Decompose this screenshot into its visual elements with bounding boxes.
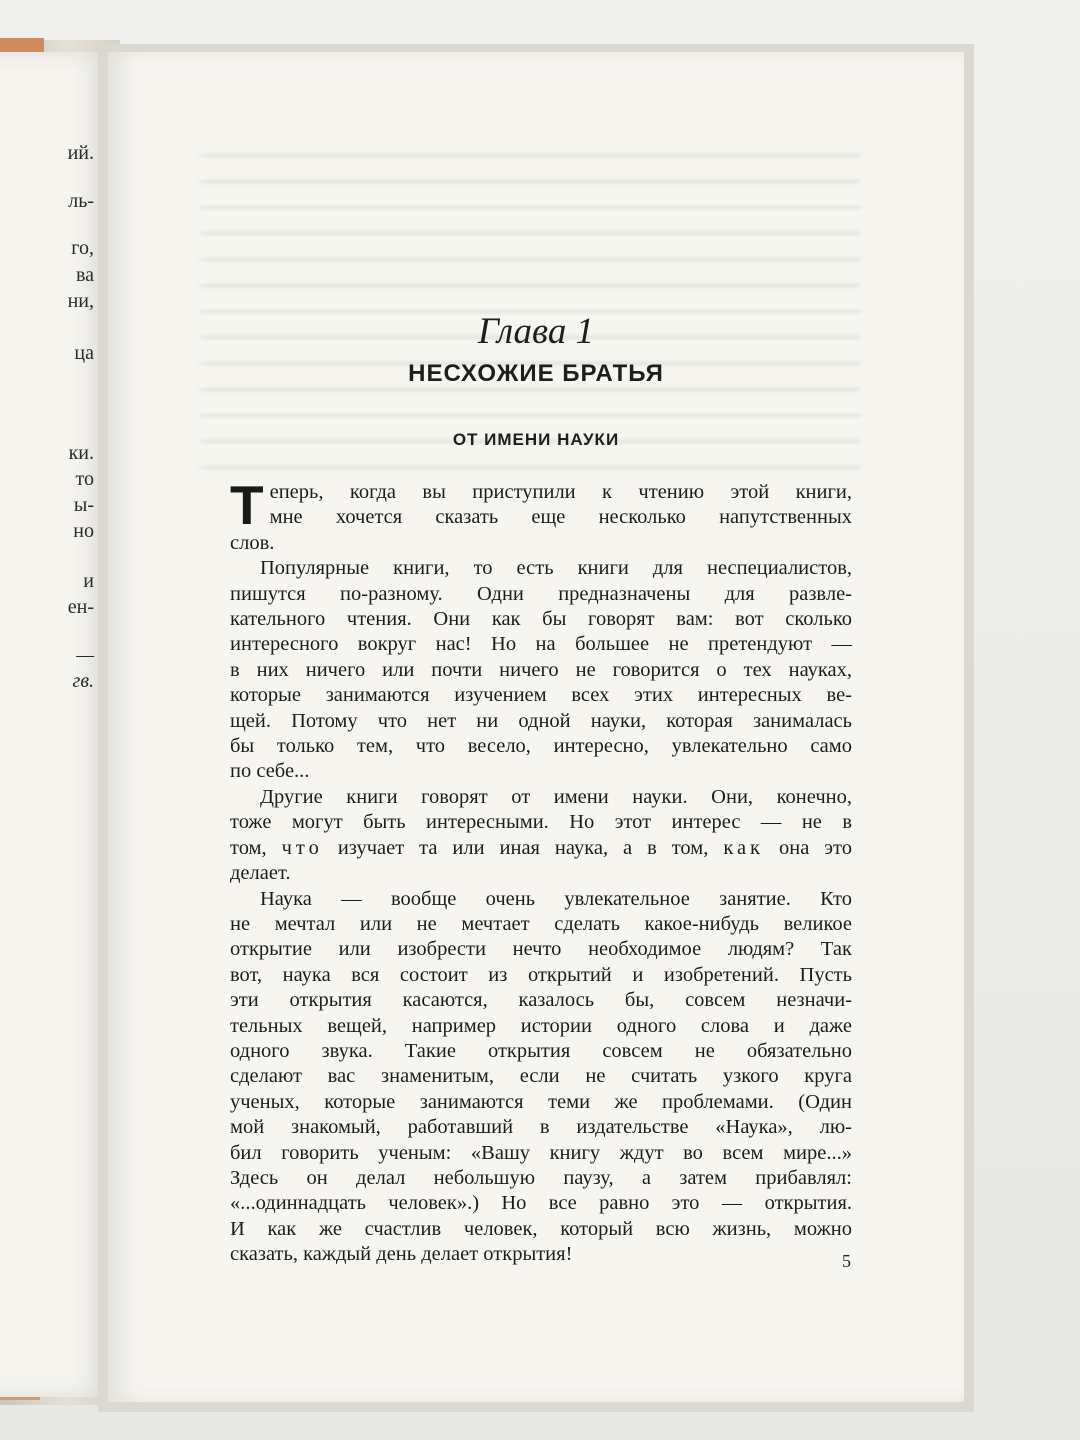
drop-cap: Т (230, 474, 264, 536)
left-page-fragment: ки. (68, 442, 94, 464)
left-page-fragment: ль- (68, 190, 94, 212)
text-line: одного звука. Такие открытия совсем не обязательно (230, 1039, 852, 1062)
text-line: делает. (230, 862, 291, 885)
left-page (0, 52, 108, 1397)
text-run: том, (230, 836, 267, 859)
left-page-fragment: но (73, 520, 94, 542)
left-page-fragment: — (76, 644, 94, 666)
text-line: Здесь он делал небольшую паузу, а затем прибавлял: (230, 1166, 852, 1189)
emphasis-what: что (281, 836, 323, 859)
text-line: мой знакомый, работавший в издательстве «Наука», лю- (230, 1116, 852, 1139)
book-spine-top (0, 38, 44, 52)
text-run: она это (778, 836, 852, 859)
left-page-fragment: то (75, 468, 94, 490)
text-line: по себе... (230, 760, 310, 783)
text-line: пишутся по-разному. Одни предназначены для развле- (230, 582, 852, 605)
text-line: слов. (230, 531, 275, 554)
left-page-fragment: гв. (72, 670, 94, 692)
left-page-fragment: ен- (67, 596, 94, 618)
text-line: не мечтал или не мечтает сделать какое-нибудь великое (230, 912, 852, 935)
body-text (230, 474, 852, 1268)
text-line: ученых, которые занимаются теми же проблемами. (Один (230, 1090, 852, 1113)
text-line: Другие книги говорят от имени науки. Они, конечно, (260, 785, 852, 808)
page-number: 5 (842, 1251, 851, 1271)
text-line (230, 836, 852, 861)
paragraph-1 (230, 474, 852, 556)
chapter-label: Глава 1 (477, 311, 595, 352)
text-line: тоже могут быть интересными. Но этот интерес — не в (230, 811, 852, 834)
text-line: которые занимаются изучением всех этих интересных ве- (230, 684, 852, 707)
text-line: бы только тем, что весело, интересно, увлекательно само (230, 735, 852, 758)
left-page-fragment: ни, (67, 290, 94, 312)
paragraph-3 (230, 785, 852, 887)
text-line: кательного чтения. Они как бы говорят вам: вот сколько (230, 608, 852, 631)
left-page-fragment: ца (74, 342, 94, 364)
text-line: Наука — вообще очень увлекательное занятие. Кто (260, 887, 852, 910)
text-line: интересного вокруг нас! Но на большее не претендуют — (230, 633, 852, 656)
left-page-fragment: ий. (67, 142, 94, 164)
paragraph-4 (230, 887, 852, 1268)
text-line: бил говорить ученым: «Вашу книгу ждут во всем мире...» (230, 1141, 852, 1164)
text-line: Популярные книги, то есть книги для неспециалистов, (260, 557, 852, 580)
section-heading: ОТ ИМЕНИ НАУКИ (452, 430, 620, 449)
text-line: И как же счастлив человек, который всю жизнь, можно (230, 1217, 852, 1240)
text-line: еперь, когда вы приступили к чтению этой книги, (269, 481, 852, 503)
text-line: тельных вещей, например истории одного слова и даже (230, 1014, 852, 1037)
text-line: «...одиннадцать человек».) Но все равно это — открытия. (230, 1192, 852, 1215)
text-line: эти открытия касаются, казалось бы, совсем незначи- (230, 989, 852, 1012)
text-line: мне хочется сказать еще несколько напутственных (269, 506, 852, 529)
left-page-fragment: ва (75, 264, 94, 286)
text-line: открытие или изобрести нечто необходимое людям? Так (230, 938, 852, 961)
left-page-fragment: го, (71, 237, 94, 259)
emphasis-how: как (723, 836, 765, 859)
left-page-fragment: ы- (73, 494, 94, 516)
text-line: сделают вас знаменитым, если не считать узкого круга (230, 1065, 852, 1088)
text-line: в них ничего или почти ничего не говорится о тех науках, (230, 658, 852, 681)
text-line: щей. Потому что нет ни одной науки, которая занималась (230, 709, 852, 732)
paragraph-2 (230, 556, 852, 785)
text-line: сказать, каждый день делает открытия! (230, 1243, 573, 1266)
chapter-title: НЕСХОЖИЕ БРАТЬЯ (408, 360, 664, 387)
text-line: вот, наука вся состоит из открытий и изобретений. Пусть (230, 963, 852, 986)
left-page-fragment: и (83, 570, 94, 592)
text-run: изучает та или иная наука, а в том, (337, 836, 709, 859)
